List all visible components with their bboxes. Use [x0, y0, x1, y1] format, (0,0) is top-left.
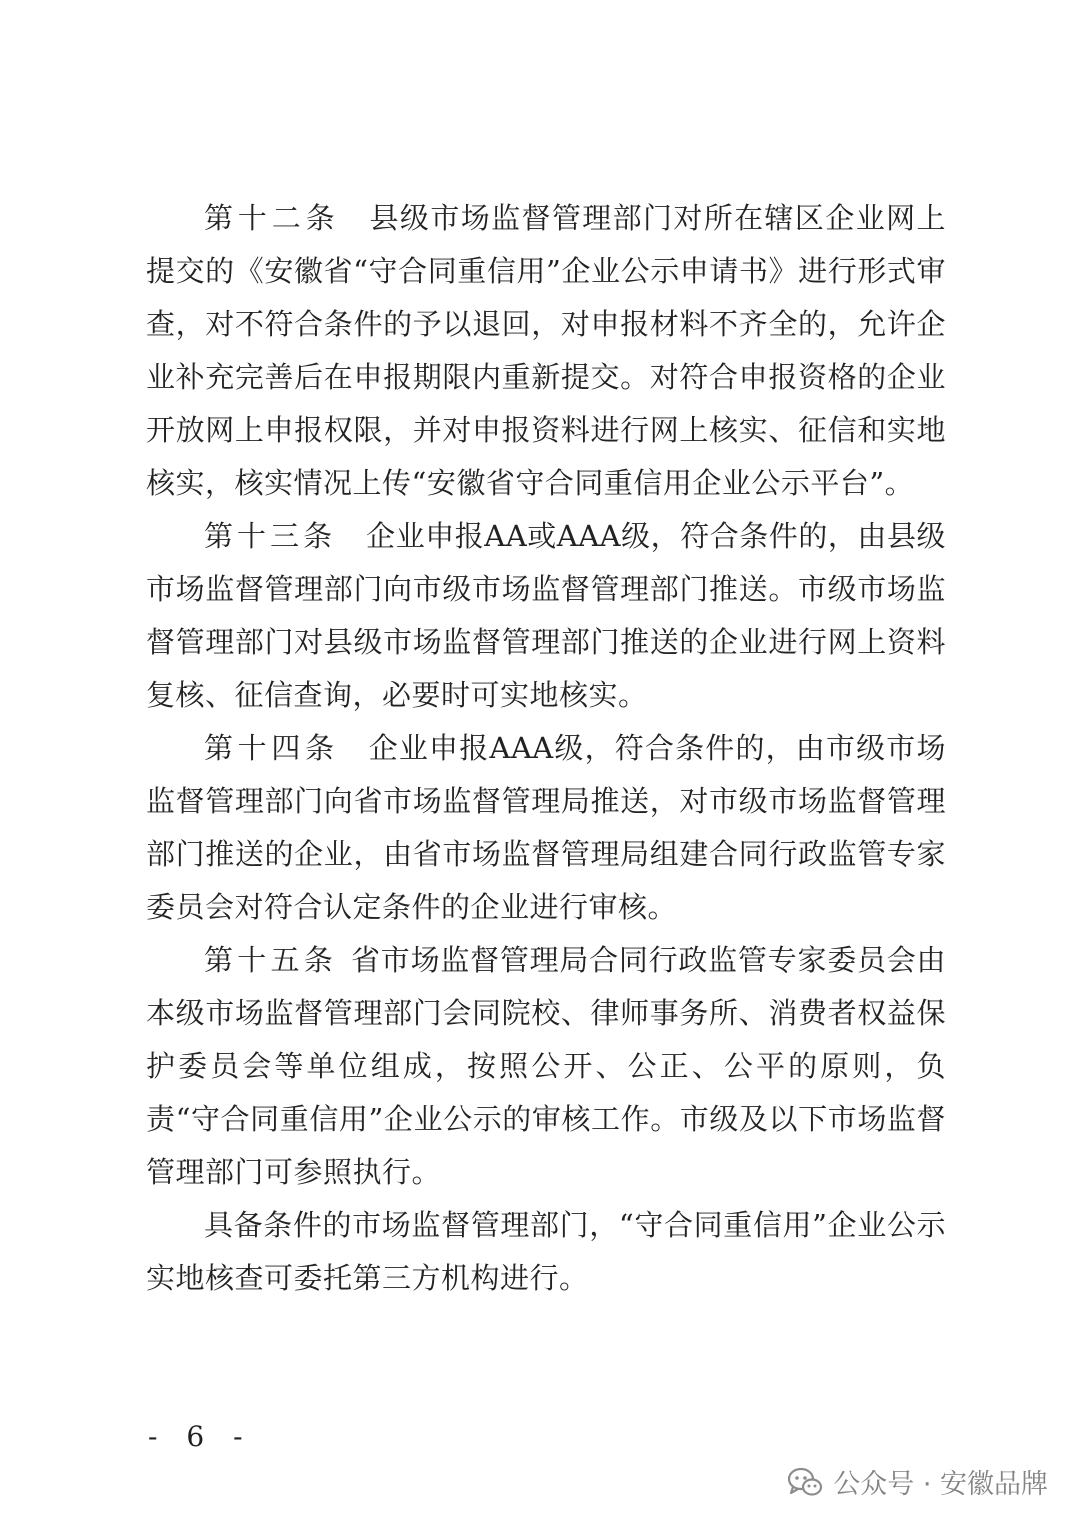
article-12: [146, 192, 946, 510]
article-number: 第十二条: [204, 201, 340, 235]
watermark-text: 公众号 · 安徽品牌: [833, 1469, 1048, 1500]
closing-paragraph: 具备条件的市场监督管理部门，“守合同重信用”企业公示实地核查可委托第三方机构进行。: [146, 1208, 946, 1295]
page-number: - 6 -: [148, 1420, 253, 1453]
article-text: 企业申报AA或AAA级，符合条件的，由县级市场监督管理部门向市级市场监督管理部门推送。市级市场监督管理部门对县级市场监督管理部门推送的企业进行网上资料复核、征信查询，必要时可实地核实。: [146, 519, 946, 712]
wechat-watermark: [787, 1462, 1048, 1501]
article-number: 第十四条: [204, 731, 339, 765]
article-14: [146, 722, 946, 934]
article-text: 企业申报AAA级，符合条件的，由市级市场监督管理部门向省市场监督管理局推送，对市级市场监督管理部门推送的企业，由省市场监督管理局组建合同行政监管专家委员会对符合认定条件的企业进行审核。: [146, 731, 946, 924]
article-number: 第十三条: [204, 519, 337, 553]
article-15: [146, 934, 946, 1199]
article-13: [146, 510, 946, 722]
document-body: [146, 192, 946, 1305]
article-text: 县级市场监督管理部门对所在辖区企业网上提交的《安徽省“守合同重信用”企业公示申请书》进行形式审查，对不符合条件的予以退回，对申报材料不齐全的，允许企业补充完善后在申报期限内重新提交。对符合申报资格的企业开放网上申报权限，并对申报资料进行网上核实、征信和实地核实，核实情况上传“安徽省守合同重信用企业公示平台”。: [146, 201, 946, 500]
article-text: 省市场监督管理局合同行政监管专家委员会由本级市场监督管理部门会同院校、律师事务所、消费者权益保护委员会等单位组成，按照公开、公正、公平的原则，负责“守合同重信用”企业公示的审核工作。市级及以下市场监督管理部门可参照执行。: [146, 943, 946, 1189]
wechat-icon: [787, 1466, 823, 1498]
article-number: 第十五条: [204, 943, 338, 977]
